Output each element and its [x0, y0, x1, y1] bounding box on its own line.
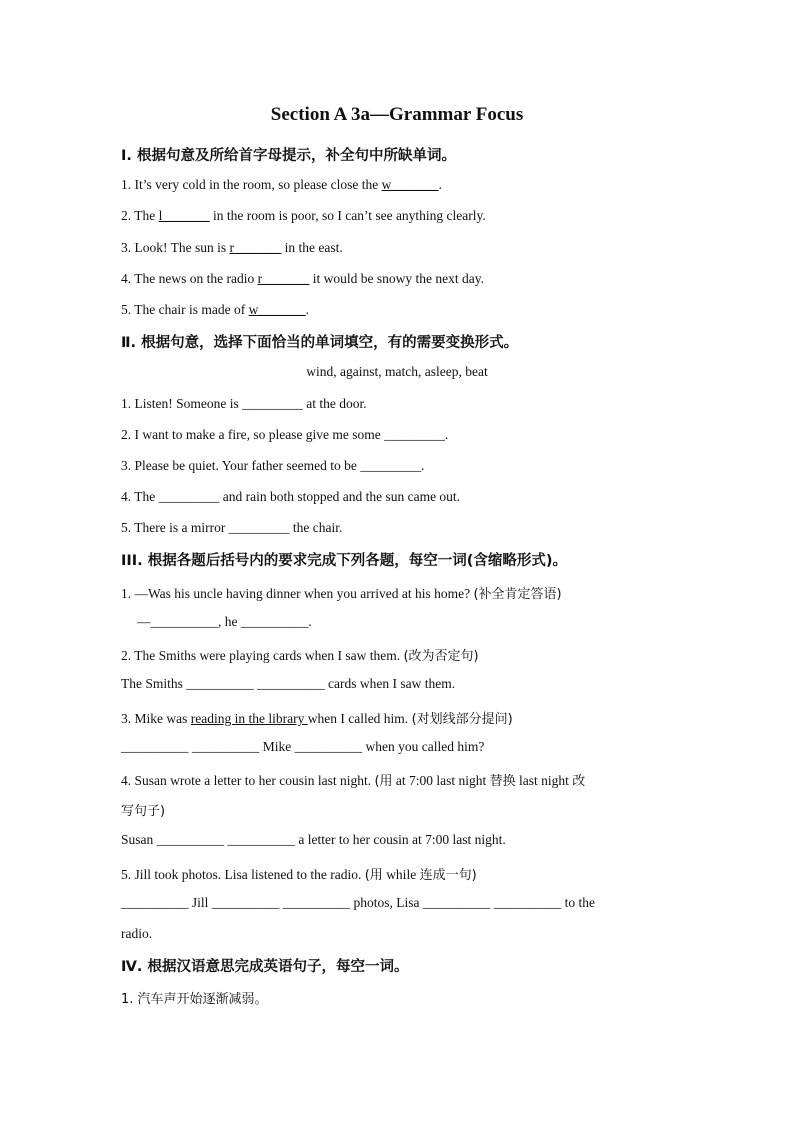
question-text: 1. —Was his uncle having dinner when you arrived at his home?: [121, 586, 474, 601]
section-1-heading: Ⅰ. 根据句意及所给首字母提示，补全句中所缺单词。: [121, 148, 456, 164]
instruction-text: at 7:00 last night: [392, 773, 490, 788]
part1-item-4: [121, 271, 484, 287]
item-text: 4. The news on the radio: [121, 271, 258, 286]
question-text: 3. Mike was: [121, 711, 191, 726]
instruction-text: 连成一句): [419, 868, 477, 883]
instruction-text: (改为否定句): [403, 649, 479, 664]
instruction-text: (对划线部分提问): [411, 712, 513, 727]
item-text: 1. It’s very cold in the room, so please close the: [121, 177, 382, 192]
part1-item-1: [121, 177, 442, 193]
instruction-text: (补全肯定答语): [473, 587, 562, 602]
question-text: 5. Jill took photos. Lisa listened to the radio.: [121, 867, 365, 882]
part3-q3-answer: __________ __________ Mike __________ when you called him?: [121, 739, 485, 754]
part2-item-4: 4. The _________ and rain both stopped and the sun came out.: [121, 489, 461, 504]
section-4-heading: Ⅳ. 根据汉语意思完成英语句子，每空一词。: [121, 959, 409, 975]
item-text: in the room is poor, so I can’t see anything clearly.: [209, 208, 486, 223]
question-text: 1. 汽车声开始逐渐减弱。: [121, 992, 268, 1007]
question-text: when I called him.: [307, 711, 412, 726]
part1-item-3: [121, 240, 343, 256]
part3-q2-answer: The Smiths __________ __________ cards when I saw them.: [121, 676, 456, 691]
part2-item-5: 5. There is a mirror _________ the chair.: [121, 520, 343, 535]
part3-q3: [121, 708, 513, 727]
hint-blank: l_______: [158, 208, 210, 223]
part1-item-5: [121, 302, 309, 318]
item-text: 5. The chair is made of: [121, 302, 249, 317]
section-2-heading: Ⅱ. 根据句意，选择下面恰当的单词填空，有的需要变换形式。: [121, 335, 519, 351]
question-text: 2. The Smiths were playing cards when I saw them.: [121, 648, 404, 663]
part2-item-2: 2. I want to make a fire, so please give me some _________.: [121, 427, 449, 442]
page-title: Section A 3a—Grammar Focus: [270, 104, 524, 125]
part3-q1-answer: —__________, he __________.: [137, 614, 312, 629]
part3-q1: [121, 583, 562, 602]
hint-blank: w_______: [248, 302, 306, 317]
underlined-phrase: reading in the library: [190, 711, 308, 726]
part3-q5-answer-cont: radio.: [121, 926, 153, 941]
part3-q2: [121, 645, 479, 664]
item-text: in the east.: [281, 240, 343, 255]
hint-blank: r_______: [257, 271, 310, 286]
instruction-text: 写句子): [121, 804, 166, 819]
part3-q5-answer: __________ Jill __________ __________ photos, Lisa __________ __________ to the: [121, 895, 595, 910]
hint-blank: w_______: [381, 177, 439, 192]
item-text: .: [305, 302, 309, 317]
item-text: .: [438, 177, 442, 192]
section-3-heading: III. 根据各题后括号内的要求完成下列各题，每空一词(含缩略形式)。: [121, 553, 567, 569]
instruction-text: (用: [374, 774, 393, 789]
instruction-text: while: [382, 867, 420, 882]
instruction-text: 改: [572, 774, 586, 789]
part2-item-1: 1. Listen! Someone is _________ at the door.: [121, 396, 367, 411]
item-text: 2. The: [121, 208, 159, 223]
part3-q4: [121, 770, 585, 789]
instruction-text: 替换: [489, 774, 516, 789]
part3-q5: [121, 864, 477, 883]
part1-item-2: [121, 208, 486, 224]
part4-q1: [121, 988, 268, 1007]
part2-item-3: 3. Please be quiet. Your father seemed to be _________.: [121, 458, 425, 473]
instruction-text: last night: [515, 773, 573, 788]
item-text: it would be snowy the next day.: [309, 271, 484, 286]
part3-q4-cont: [121, 800, 165, 819]
word-bank: wind, against, match, asleep, beat: [306, 364, 488, 379]
instruction-text: (用: [364, 868, 383, 883]
hint-blank: r_______: [229, 240, 282, 255]
item-text: 3. Look! The sun is: [121, 240, 230, 255]
part3-q4-answer: Susan __________ __________ a letter to her cousin at 7:00 last night.: [121, 832, 506, 847]
question-text: 4. Susan wrote a letter to her cousin last night.: [121, 773, 375, 788]
